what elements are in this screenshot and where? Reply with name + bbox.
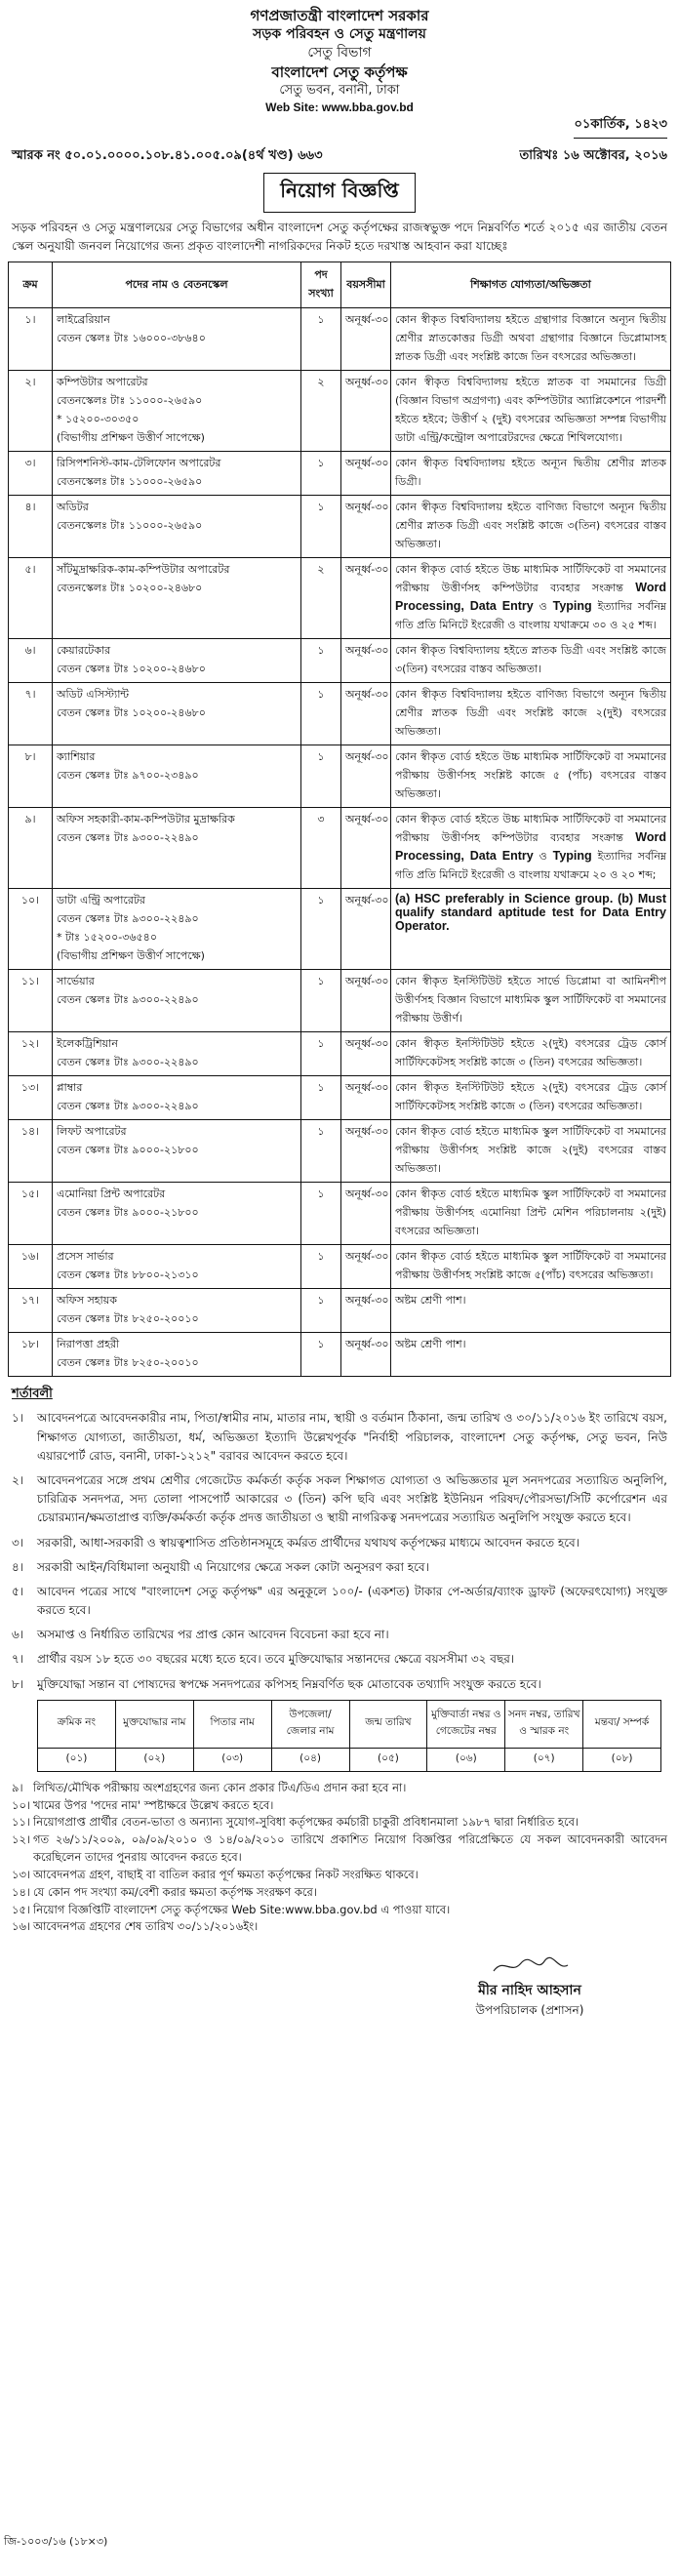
qualification-cell [391,371,671,452]
col-qualification: শিক্ষাগত যোগ্যতা/অভিজ্ঞতা [391,262,671,308]
qualification-cell [391,1120,671,1183]
qualification-text: কোন স্বীকৃত বিশ্ববিদ্যালয় হইতে বাণিজ্য বিভাগে অন্যূন দ্বিতীয় শ্রেণীর স্নাতক ডিগ্রী এবং সংশ্লিষ্ট কাজে ৩(তিন) বৎসরের বাস্তব অভিজ্ঞতা। [395,501,666,551]
letterhead [8,6,671,115]
pay-scale: বেতন স্কেলঃ টাঃ ৮৮০০-২১৩১০ [57,1268,199,1282]
serial-cell: ১৬। [9,1245,53,1289]
note-item [12,1780,667,1797]
post-name: ক্যাশিয়ার [57,750,96,764]
condition-item [12,1626,667,1644]
note-number: ১২। [12,1832,31,1847]
age-limit-cell: অনূর্ধ্ব-৩০ [341,1289,391,1333]
condition-item [12,1583,667,1620]
ff-col-number: (০৭) [505,1748,583,1771]
table-row [9,808,671,889]
table-row [9,1183,671,1245]
table-row [9,371,671,452]
post-cell [53,1289,301,1333]
table-row [9,496,671,558]
post-name: লাইব্রেরিয়ান [57,313,110,327]
post-cell [53,808,301,889]
post-cell [53,1120,301,1183]
condition-text: আবেদনপত্রে আবেদনকারীর নাম, পিতা/স্বামীর নাম, মাতার নাম, স্থায়ী ও বর্তমান ঠিকানা, জন্ম তারিখ ও ৩০/১১/২০১৬ ইং তারিখে বয়স, শিক্ষাগত যোগ্যতা, জাতীয়তা, ধর্ম, অভিজ্ঞতা ইত্যাদি উল্লেখপূর্বক "নির্বাহী পরিচালক, বাংলাদেশ সেতু কর্তৃপক্ষ, সেতু ভবন, নিউ এয়ারপোর্ট রোড, বনানী, ঢাকা-১২১২" বরাবর আবেদন করতে হবে। [37,1411,667,1463]
table-row [9,308,671,371]
serial-cell: ২। [9,371,53,452]
ff-col-number: (০১) [38,1748,116,1771]
post-name: ডাটা এন্ট্রি অপারেটর [57,894,145,907]
table-row [9,1289,671,1333]
post-name: ইলেকট্রিশিয়ান [57,1037,118,1051]
pay-scale: বেতনস্কেলঃ টাঃ ১১০০০-২৬৫৯০ [57,519,203,533]
table-row [9,889,671,970]
table-row [9,558,671,639]
condition-text: আবেদনপত্রের সঙ্গে প্রথম শ্রেণীর গেজেটেড কর্মকর্তা কর্তৃক সকল শিক্ষাগত যোগ্যতা ও অভিজ্ঞতার মূল সনদপত্রের সত্যায়িত অনুলিপি, চারিত্রিক সনদপত্র, সদ্য তোলা পাসপোর্ট আকারের ৩ (তিন) কপি ছবি এবং সংশ্লিষ্ট ইউনিয়ন পরিষদ/পৌরসভা/সিটি কর্পোরেশন এর চেয়ারম্যান/ক্ষমতাপ্রাপ্ত ব্যক্তি/কর্মকর্তা কর্তৃক প্রদত্ত জাতীয়তা ও স্থায়ী নাগরিকত্ব সনদপত্রের সত্যায়িত অনুলিপি সংযুক্ত করতে হবে। [37,1472,667,1525]
post-name: অফিস সহায়ক [57,1294,117,1308]
intro-paragraph: সড়ক পরিবহন ও সেতু মন্ত্রণালয়ের সেতু বিভাগের অধীন বাংলাদেশ সেতু কর্তৃপক্ষের রাজস্বভুক্ত পদে নিম্নবর্ণিত শর্তে ২০১৫ এর জাতীয় বেতন স্কেল অনুযায়ী জনবল নিয়োগের জন্য প্রকৃত বাংলাদেশী নাগরিকদের নিকট হতে দরখাস্ত আহবান করা যাচ্ছেঃ [12,221,667,254]
post-count-cell: ১ [301,1289,341,1333]
signature-block [8,1953,671,2032]
ministry-name: সড়ক পরিবহন ও সেতু মন্ত্রণালয় [253,26,426,43]
qualification-text: কোন স্বীকৃত বিশ্ববিদ্যালয় হইতে বাণিজ্য বিভাগে অন্যূন দ্বিতীয় শ্রেণীর স্নাতক ডিগ্রী এবং সংশ্লিষ্ট কাজে ২(দুই) বৎসরের অভিজ্ঞতা। [395,688,666,739]
post-name: কম্পিউটার অপারেটর [57,376,148,389]
pay-scale: বেতন স্কেলঃ টাঃ ৯৩০০-২২৪৯০ [57,993,199,1007]
post-cell [53,308,301,371]
note-item [12,1902,667,1919]
qualification-cell [391,808,671,889]
qualification-cell [391,639,671,683]
conditions-list [8,1409,671,1693]
qualification-text: (a) HSC preferably in Science group. (b) Must qualify standard aptitude test for Data Entry Operator. [395,892,666,934]
table-row [9,452,671,496]
ff-col-header: মুক্তিবার্তা নম্বর ও গেজেটের নম্বর [427,1700,505,1748]
condition-item [12,1409,667,1466]
table-row [9,1032,671,1076]
age-limit-cell: অনূর্ধ্ব-৩০ [341,558,391,639]
post-count-cell: ১ [301,1333,341,1377]
signatory-name: মীর নাহিদ আহসান [478,1983,581,1999]
pay-scale: বেতন স্কেলঃ টাঃ ১০২০০-২৪৬৮০ [57,706,206,720]
pay-scale: বেতনস্কেলঃ টাঃ ১১০০০-২৬৫৯০ [57,394,203,408]
qualification-cell [391,496,671,558]
age-limit-cell: অনূর্ধ্ব-৩০ [341,452,391,496]
note-text: গত ২৬/১১/২০০৯, ০৯/০৯/২০১০ ও ১৪/০৯/২০১০ তারিখে প্রকাশিত নিয়োগ বিজ্ঞপ্তির পরিপ্রেক্ষিতে যে সকল আবেদনকারী আবেদন করেছিলেন তাদের পুনরায় আবেদন করতে হবে। [33,1832,667,1865]
serial-cell: ১৩। [9,1076,53,1120]
condition-number: ৩। [12,1535,24,1550]
conditions-title: শর্তাবলী [12,1387,53,1402]
post-count-cell: ১ [301,1245,341,1289]
pay-scale: বেতন স্কেলঃ টাঃ ৯৩০০-২২৪৯০ [57,912,199,926]
condition-item [12,1675,667,1694]
qualification-text: অষ্টম শ্রেণী পাশ। [395,1338,466,1351]
condition-number: ৮। [12,1676,24,1691]
serial-cell: ৮। [9,745,53,808]
note-item [12,1831,667,1867]
post-cell [53,683,301,745]
division-name: সেতু বিভাগ [307,45,372,61]
notes-list [12,1780,667,1936]
post-cell [53,639,301,683]
post-cell [53,558,301,639]
pay-scale: বেতন স্কেলঃ টাঃ ৮২৫০-২০০১০ [57,1356,199,1370]
serial-cell: ১৫। [9,1183,53,1245]
note-item [12,1867,667,1884]
serial-cell: ১। [9,308,53,371]
table-row [9,1076,671,1120]
note-text: আবেদনপত্র গ্রহণ, বাছাই বা বাতিল করার পূর্ণ ক্ষমতা কর্তৃপক্ষের নিকট সংরক্ষিত থাকবে। [33,1867,419,1881]
qualification-text: কোন স্বীকৃত বোর্ড হইতে মাধ্যমিক স্কুল সার্টিফিকেট বা সমমানের পরীক্ষায় উত্তীর্ণসহ এমোনিয়া প্রিন্ট মেশিন পরিচালনায় ২(দুই) বৎসরের অভিজ্ঞতা। [395,1187,666,1238]
col-age: বয়সসীমা [341,262,391,308]
notice-title: নিয়োগ বিজ্ঞপ্তি [263,173,416,213]
date-bengali: ০১কার্তিক, ১৪২৩ [574,115,667,139]
post-cell [53,1076,301,1120]
age-limit-cell: অনূর্ধ্ব-৩০ [341,1333,391,1377]
serial-cell: ১৪। [9,1120,53,1183]
post-name: অডিটর [57,501,89,514]
govt-name: গণপ্রজাতন্ত্রী বাংলাদেশ সরকার [250,7,429,24]
age-limit-cell: অনূর্ধ্ব-৩০ [341,808,391,889]
pay-scale-extra: * টাঃ ১৫২০০-৩৬৫৪০ [57,931,157,945]
post-count-cell: ১ [301,745,341,808]
pay-scale: বেতন স্কেলঃ টাঃ ৯৩০০-২২৪৯০ [57,1056,199,1069]
age-limit-cell: অনূর্ধ্ব-৩০ [341,308,391,371]
note-text: লিখিত/মৌখিক পরীক্ষায় অংশগ্রহণের জন্য কোন প্রকার টিএ/ডিএ প্রদান করা হবে না। [33,1780,407,1794]
pay-scale: বেতন স্কেলঃ টাঃ ১৬০০০-৩৮৬৪০ [57,332,206,345]
post-name: সাঁটমুদ্রাক্ষরিক-কাম-কম্পিউটার অপারেটর [57,563,230,577]
note-item [12,1814,667,1831]
ff-col-number: (০৮) [583,1748,661,1771]
note-number: ১৪। [12,1884,31,1899]
qualification-text: কোন স্বীকৃত ইনস্টিটিউট হইতে ২(দুই) বৎসরের ট্রেড কোর্স সার্টিফিকেটসহ সংশ্লিষ্ট কাজে ৩ (তিন) বৎসরের অভিজ্ঞতা। [395,1037,666,1069]
post-name: অডিট এসিস্ট্যান্ট [57,688,130,702]
date-gregorian: ১৬ অক্টোবর, ২০১৬ [562,148,667,164]
post-count-cell: ৩ [301,808,341,889]
qualification-text: কোন স্বীকৃত ইনস্টিটিউট হইতে ২(দুই) বৎসরের ট্রেড কোর্স সার্টিফিকেটসহ সংশ্লিষ্ট কাজে ৩ (তিন) বৎসরের অভিজ্ঞতা। [395,1081,666,1113]
post-cell [53,1333,301,1377]
age-limit-cell: অনূর্ধ্ব-৩০ [341,683,391,745]
note-number: ১৩। [12,1867,31,1881]
qualification-text: কোন স্বীকৃত বিশ্ববিদ্যালয় হইতে অন্যূন দ্বিতীয় শ্রেণীর স্নাতক ডিগ্রী। [395,457,666,489]
signatory-designation: উপপরিচালক (প্রশাসন) [475,2003,584,2018]
table-row [9,970,671,1032]
pay-scale: বেতন স্কেলঃ টাঃ ৯৩০০-২২৪৯০ [57,831,199,845]
table-row [9,1245,671,1289]
freedom-fighter-table [37,1700,661,1772]
post-name: লিফট অপারেটর [57,1125,127,1139]
table-row [9,745,671,808]
qualification-text: কোন স্বীকৃত ইনস্টিটিউট হইতে সার্ভে ডিপ্লোমা বা আমিনশীপ উত্তীর্ণসহ বিজ্ঞান বিভাগে মাধ্যমিক স্কুল সার্টিফিকেট বা সমমানের পরীক্ষায় উত্তীর্ণ। [395,975,666,1026]
post-name: নিরাপত্তা প্রহরী [57,1338,120,1351]
condition-item [12,1650,667,1669]
condition-text: অসমাপ্ত ও নির্ধারিত তারিখের পর প্রাপ্ত কোন আবেদন বিবেচনা করা হবে না। [37,1628,389,1642]
ff-col-header: পিতার নাম [193,1700,271,1748]
footer-code: জি-১০০৩/১৬ (১৮×৩) [4,2535,108,2548]
age-limit-cell: অনূর্ধ্ব-৩০ [341,1183,391,1245]
qualification-text: কোন স্বীকৃত বিশ্ববিদ্যালয় হইতে স্নাতক ডিগ্রী এবং সংশ্লিষ্ট কাজে ৩(তিন) বৎসরের বাস্তব অভিজ্ঞতা। [395,644,666,676]
condition-item [12,1534,667,1552]
table-row [9,683,671,745]
note-item [12,1797,667,1815]
qualification-cell [391,1183,671,1245]
qualification-cell [391,558,671,639]
condition-item [12,1471,667,1528]
reference-row [12,146,667,167]
age-limit-cell: অনূর্ধ্ব-৩০ [341,1120,391,1183]
ff-col-header: জন্ম তারিখ [349,1700,427,1748]
ff-col-header: মুক্তযোদ্ধার নাম [115,1700,193,1748]
serial-cell: ১২। [9,1032,53,1076]
age-limit-cell: অনূর্ধ্ব-৩০ [341,371,391,452]
post-count-cell: ১ [301,1076,341,1120]
signature-scrawl [418,1953,642,1979]
age-limit-cell: অনূর্ধ্ব-৩০ [341,496,391,558]
note-text: যে কোন পদ সংখ্যা কম/বেশী করার ক্ষমতা কর্তৃপক্ষ সংরক্ষণ করে। [33,1884,317,1899]
ff-col-header: সনদ নম্বর, তারিখ ও স্মারক নং [505,1700,583,1748]
notice-page [8,0,671,2032]
ff-col-number: (০৪) [271,1748,349,1771]
condition-text: আবেদন পত্রের সাথে "বাংলাদেশ সেতু কর্তৃপক্ষ" এর অনুকূলে ১০০/- (একশত) টাকার পে-অর্ডার/ব্যাংক ড্রাফট (অফেরৎযোগ্য) সংযুক্ত করতে হবে। [37,1584,667,1618]
serial-cell: ১৭। [9,1289,53,1333]
ff-col-header: উপজেলা/ জেলার নাম [271,1700,349,1748]
note-number: ১০। [12,1797,31,1812]
condition-text: মুক্তিযোদ্ধা সন্তান বা পোষ্যদের স্বপক্ষে সনদপত্রের কপিসহ নিম্নবর্ণিত ছক মোতাবেক তথ্যাদি সংযুক্ত করতে হবে। [37,1676,541,1691]
qualification-cell [391,1032,671,1076]
condition-number: ১। [12,1411,24,1426]
qualification-text: কোন স্বীকৃত বোর্ড হইতে উচ্চ মাধ্যমিক সার্টিফিকেট বা সমমানের পরীক্ষায় উত্তীর্ণসহ কম্পিউটার ব্যবহার সংক্রান্ত Word Processing, Data Entry ও Typing ইত্যাদির সর্বনিম্ন গতি প্রতি মিনিটে ইংরেজী ও বাংলায় যথাক্রমে ২০ ও ২০ শব্দ; [395,813,666,882]
age-limit-cell: অনূর্ধ্ব-৩০ [341,1032,391,1076]
note-text: নিয়োগ বিজ্ঞপ্তিটি বাংলাদেশ সেতু কর্তৃপক্ষের Web Site:www.bba.gov.bd এ পাওয়া যাবে। [33,1902,451,1916]
post-count-cell: ১ [301,639,341,683]
note-number: ১১। [12,1815,31,1830]
post-count-cell: ১ [301,496,341,558]
qualification-cell [391,745,671,808]
post-cell [53,970,301,1032]
pay-scale: বেতন স্কেলঃ টাঃ ৯৭০০-২৩৪৯০ [57,769,199,783]
pay-scale: বেতনস্কেলঃ টাঃ ১০২০০-২৪৬৮০ [57,582,203,595]
serial-cell: ১০। [9,889,53,970]
pay-scale: বেতন স্কেলঃ টাঃ ১০২০০-২৪৬৮০ [57,663,206,676]
note-number: ৯। [12,1780,23,1794]
qualification-cell [391,683,671,745]
post-count-cell: ১ [301,1032,341,1076]
post-count-cell: ১ [301,683,341,745]
age-limit-cell: অনূর্ধ্ব-৩০ [341,639,391,683]
serial-cell: ৫। [9,558,53,639]
age-limit-cell: অনূর্ধ্ব-৩০ [341,970,391,1032]
qualification-cell [391,1076,671,1120]
table-row [9,639,671,683]
condition-number: ৪। [12,1559,24,1574]
memo-reference: স্মারক নং ৫০.০১.০০০০.১০৮.৪১.০০৫.০৯(৪র্থ খণ্ড) ৬৬৩ [12,148,323,164]
pay-scale: বেতন স্কেলঃ টাঃ ৯০০০-২১৮০০ [57,1206,199,1220]
post-count-cell: ২ [301,371,341,452]
qualification-text: কোন স্বীকৃত বোর্ড হইতে মাধ্যমিক স্কুল সার্টিফিকেট বা সমমানের পরীক্ষায় উত্তীর্ণসহ সংশ্লিষ্ট কাজে ২(দুই) বৎসরের বাস্তব অভিজ্ঞতা। [395,1125,666,1176]
post-cell [53,1032,301,1076]
serial-cell: ১৮। [9,1333,53,1377]
post-cell [53,745,301,808]
post-name: এমোনিয়া প্রিন্ট অপারেটর [57,1187,166,1201]
pay-scale: বেতন স্কেলঃ টাঃ ৯৩০০-২২৪৯০ [57,1100,199,1113]
qualification-text: কোন স্বীকৃত বোর্ড হইতে উচ্চ মাধ্যমিক সার্টিফিকেট বা সমমানের পরীক্ষায় উত্তীর্ণসহ সংশ্লিষ্ট কাজে ৫ (পাঁচ) বৎসরের বাস্তব অভিজ্ঞতা। [395,750,666,801]
condition-number: ২। [12,1472,24,1487]
condition-text: প্রার্থীর বয়স ১৮ হতে ৩০ বছরের মধ্যে হতে হবে। তবে মুক্তিযোদ্ধার সন্তানদের ক্ষেত্রে বয়সসীমা ৩২ বছর। [37,1652,515,1667]
post-cell [53,371,301,452]
pay-scale: বেতন স্কেলঃ টাঃ ৯০০০-২১৮০০ [57,1144,199,1157]
qualification-cell [391,308,671,371]
ff-col-number: (০২) [115,1748,193,1771]
note-number: ১৬। [12,1919,31,1934]
condition-number: ৭। [12,1652,24,1667]
post-cell [53,889,301,970]
condition-text: সরকারী আইন/বিধিমালা অনুযায়ী এ নিয়োগের ক্ষেত্রে সকল কোটা অনুসরণ করা হবে। [37,1559,429,1574]
note-text: আবেদনপত্র গ্রহণের শেষ তারিখ ৩০/১১/২০১৬ইং। [33,1919,259,1934]
qualification-cell [391,970,671,1032]
post-name: প্রসেস সার্ভার [57,1250,114,1264]
date-label: তারিখঃ [519,148,559,164]
pay-scale: বেতন স্কেলঃ টাঃ ৮২৫০-২০০১০ [57,1312,199,1326]
website: Web Site: www.bba.gov.bd [265,100,414,114]
col-post: পদের নাম ও বেতনস্কেল [53,262,301,308]
qualification-cell [391,1289,671,1333]
qualification-text: কোন স্বীকৃত বিশ্ববিদ্যালয় হইতে গ্রন্থাগার বিজ্ঞানে অন্যূন দ্বিতীয় শ্রেণীর স্নাতকোত্তর ডিগ্রী অথবা গ্রন্থাগার বিজ্ঞানে ডিপ্লোমাসহ স্নাতক ডিগ্রী এবং সংশ্লিষ্ট কাজে তিন বৎসরের অভিজ্ঞতা। [395,313,666,364]
post-cell [53,1245,301,1289]
age-limit-cell: অনূর্ধ্ব-৩০ [341,745,391,808]
qualification-text: কোন স্বীকৃত বোর্ড হইতে মাধ্যমিক স্কুল সার্টিফিকেট বা সমমানের পরীক্ষায় উত্তীর্ণসহ সংশ্লিষ্ট কাজে ৫(পাঁচ) বৎসরের অভিজ্ঞতা। [395,1250,666,1282]
qualification-text: কোন স্বীকৃত বোর্ড হইতে উচ্চ মাধ্যমিক সার্টিফিকেট বা সমমানের পরীক্ষায় উত্তীর্ণসহ কম্পিউটার ব্যবহার সংক্রান্ত Word Processing, Data Entry ও Typing ইত্যাদির সর্বনিম্ন গতি প্রতি মিনিটে ইংরেজী ও বাংলায় যথাক্রমে ৩০ ও ২৫ শব্দ। [395,563,666,632]
date-block [8,115,667,139]
post-count-cell: ১ [301,1120,341,1183]
ff-col-number: (০৬) [427,1748,505,1771]
post-name: কেয়ারটেকার [57,644,111,658]
qualification-cell [391,452,671,496]
condition-text: সরকারী, আধা-সরকারী ও স্বায়ত্বশাসিত প্রতিষ্ঠানসমূহে কর্মরত প্রার্থীদের যথাযথ কর্তৃপক্ষের মাধ্যমে আবেদন করতে হবে। [37,1535,580,1550]
pay-scale-note: (বিভাগীয় প্রশিক্ষণ উত্তীর্ণ সাপেক্ষে) [57,431,205,445]
note-item [12,1918,667,1936]
post-count-cell: ১ [301,308,341,371]
post-count-cell: ১ [301,452,341,496]
condition-number: ৫। [12,1584,24,1598]
post-name: সার্ভেয়ার [57,975,95,988]
post-count-cell: ২ [301,558,341,639]
note-text: নিয়োগপ্রাপ্ত প্রার্থীর বেতন-ভাতা ও অন্যান্য সুযোগ-সুবিধা কর্তৃপক্ষের কর্মচারী চাকুরী প্রবিধানমালা ১৯৮৭ দ্বারা নির্ধারিত হবে। [33,1815,579,1830]
post-name: প্লাম্বার [57,1081,83,1095]
qualification-text: কোন স্বীকৃত বিশ্ববিদ্যালয় হইতে স্নাতক বা সমমানের ডিগ্রী (বিজ্ঞান বিভাগ অগ্রগণ্য) এবং কম্পিউটার অ্যাপ্লিকেশনে পারদর্শী হইতে হইবে; উত্তীর্ণ ২ (দুই) বৎসরের অভিজ্ঞতা সম্পন্ন বিভাগীয় ডাটা এন্ট্রি/কন্ট্রোল অপারেটরদের ক্ষেত্রে শিথিলযোগ্য। [395,376,666,445]
post-count-cell: ১ [301,970,341,1032]
qualification-cell [391,889,671,970]
ff-col-number: (০৩) [193,1748,271,1771]
vacancy-table-header [9,262,671,308]
condition-number: ৬। [12,1628,24,1642]
note-item [12,1884,667,1902]
age-limit-cell: অনূর্ধ্ব-৩০ [341,1076,391,1120]
post-cell [53,1183,301,1245]
age-limit-cell: অনূর্ধ্ব-৩০ [341,1245,391,1289]
qualification-text: অষ্টম শ্রেণী পাশ। [395,1294,466,1308]
note-number: ১৫। [12,1902,31,1916]
note-text: খামের উপর 'পদের নাম' স্পষ্টাক্ষরে উল্লেখ করতে হবে। [33,1797,274,1812]
authority-name: বাংলাদেশ সেতু কর্তৃপক্ষ [271,63,408,82]
pay-scale-extra: * ১৫২০০-৩০৩৫০ [57,413,140,426]
qualification-cell [391,1245,671,1289]
table-row [9,1120,671,1183]
condition-item [12,1558,667,1577]
serial-cell: ৬। [9,639,53,683]
table-row [9,1333,671,1377]
notice-title-box [8,173,671,213]
serial-cell: ৪। [9,496,53,558]
age-limit-cell: অনূর্ধ্ব-৩০ [341,889,391,970]
serial-cell: ৭। [9,683,53,745]
pay-scale-note: (বিভাগীয় প্রশিক্ষণ উত্তীর্ণ সাপেক্ষে) [57,949,205,963]
col-serial: ক্রম [9,262,53,308]
ff-col-header: ক্রমিক নং [38,1700,116,1748]
post-count-cell: ১ [301,889,341,970]
serial-cell: ৯। [9,808,53,889]
serial-cell: ১১। [9,970,53,1032]
post-cell [53,452,301,496]
ff-col-header: মন্তব্য/ সম্পর্ক [583,1700,661,1748]
post-name: রিসিপশনিস্ট-কাম-টেলিফোন অপারেটর [57,457,221,470]
post-cell [53,496,301,558]
qualification-cell [391,1333,671,1377]
authority-address: সেতু ভবন, বনানী, ঢাকা [279,83,400,99]
serial-cell: ৩। [9,452,53,496]
post-count-cell: ১ [301,1183,341,1245]
ff-col-number: (০৫) [349,1748,427,1771]
vacancy-table [8,262,671,1377]
post-name: অফিস সহকারী-কাম-কম্পিউটার মুদ্রাক্ষরিক [57,813,235,826]
pay-scale: বেতনস্কেলঃ টাঃ ১১০০০-২৬৫৯০ [57,475,203,489]
col-count: পদ সংখ্যা [301,262,341,308]
